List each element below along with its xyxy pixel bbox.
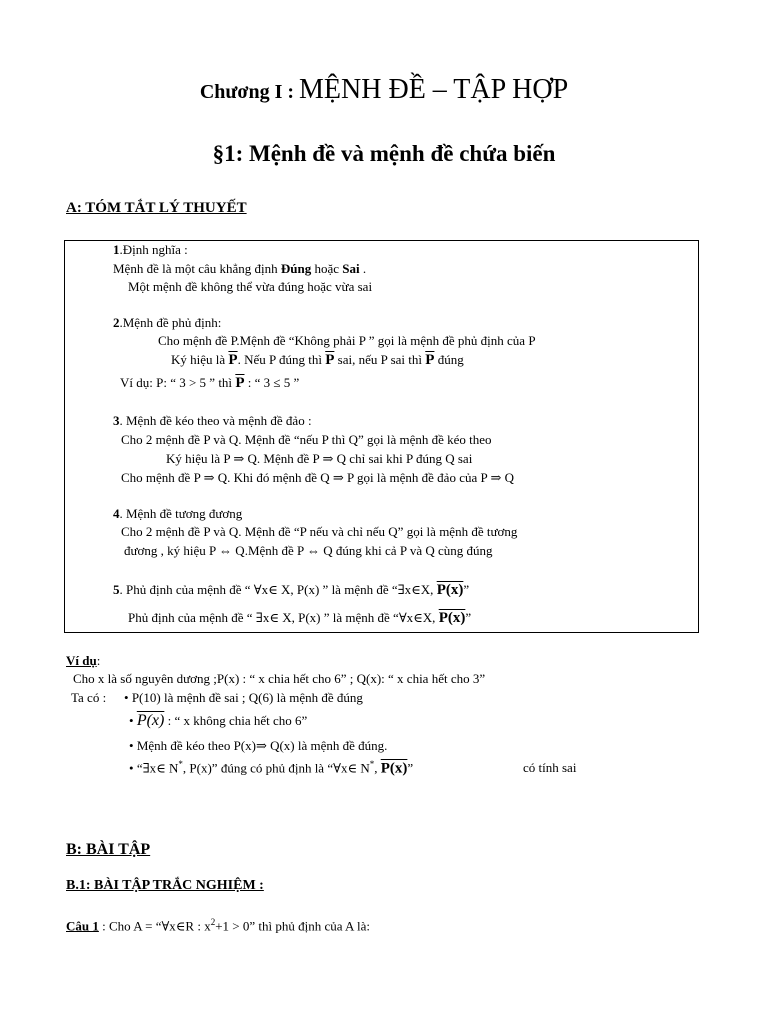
bullet-icon: • bbox=[129, 713, 134, 728]
example-bullet-4 bbox=[129, 759, 413, 777]
text: sai, nếu P sai thì bbox=[334, 352, 426, 367]
chapter-name: MỆNH ĐỀ – TẬP HỢP bbox=[299, 74, 569, 105]
not-p-symbol: $\overline{P}$ bbox=[228, 352, 238, 368]
item-heading: . Mệnh đề tương đương bbox=[119, 506, 243, 521]
example-bullet-2 bbox=[129, 712, 307, 730]
part-b1-heading: B.1: BÀI TẬP TRẮC NGHIỆM : bbox=[66, 878, 264, 893]
theory-line-12 bbox=[113, 506, 242, 522]
not-p-symbol: $\overline{P}$ bbox=[235, 375, 245, 391]
text: hoặc bbox=[311, 261, 343, 276]
question-label: Câu 1 bbox=[66, 918, 99, 934]
theory-line-8 bbox=[113, 413, 312, 429]
text: Ví dụ: P: “ 3 > 5 ” thì bbox=[120, 375, 236, 390]
text: ” bbox=[407, 760, 414, 776]
theory-line-11: Cho mệnh đề P ⇒ Q. Khi đó mệnh đề Q ⇒ P gọi là mệnh đề đảo của P ⇒ Q bbox=[121, 470, 515, 485]
part-b-heading: B: BÀI TẬP bbox=[66, 841, 151, 858]
text: “∃x∈ N bbox=[136, 760, 179, 776]
part-a-heading: A: TÓM TẮT LÝ THUYẾT bbox=[66, 200, 247, 216]
theory-line-6 bbox=[171, 352, 464, 369]
example-title: Ví dụ bbox=[66, 653, 97, 668]
text: . Phủ định của mệnh đề “ ∀x∈ X, P(x) ” là mệnh đề “∃x∈X, bbox=[119, 582, 437, 597]
text: ” bbox=[465, 610, 472, 625]
theory-line-2 bbox=[113, 261, 366, 277]
text: P(10) là mệnh đề sai ; Q(6) là mệnh đề đúng bbox=[131, 690, 363, 705]
bold-true: Đúng bbox=[280, 261, 312, 276]
text: đúng bbox=[434, 352, 464, 367]
text: , P(x)” đúng có phủ định là “∀x∈ N bbox=[182, 760, 370, 776]
item-heading: .Mệnh đề phủ định: bbox=[119, 315, 222, 330]
theory-line-7 bbox=[120, 375, 299, 392]
not-p-symbol: $\overline{P}$ bbox=[325, 352, 335, 368]
text: : “ 3 ≤ 5 ” bbox=[244, 375, 300, 390]
text: , bbox=[374, 760, 381, 776]
bullet-icon: • bbox=[129, 738, 134, 753]
example-bullet-1 bbox=[124, 690, 363, 706]
theory-line-10: Ký hiệu là P ⇒ Q. Mệnh đề P ⇒ Q chỉ sai khi P đúng Q sai bbox=[166, 451, 473, 466]
not-px-symbol: P(x) bbox=[136, 712, 165, 729]
chapter-title bbox=[0, 74, 768, 106]
theory-line-4 bbox=[113, 315, 221, 331]
text: . bbox=[359, 261, 367, 276]
example-intro: Cho x là số nguyên dương ;P(x) : “ x chia hết cho 6” ; Q(x): “ x chia hết cho 3” bbox=[73, 671, 486, 686]
text: : Cho A = “∀x∈R : x bbox=[98, 918, 211, 934]
theory-line-9: Cho 2 mệnh đề P và Q. Mệnh đề “nếu P thì Q” gọi là mệnh đề kéo theo bbox=[121, 432, 492, 447]
text: Mệnh đề kéo theo P(x)⇒ Q(x) là mệnh đề đúng. bbox=[136, 738, 388, 753]
theory-line-14: đương , ký hiệu P ⇔ Q.Mệnh đề P ⇔ Q đúng khi cả P và Q cùng đúng bbox=[124, 543, 493, 558]
item-number: 1 bbox=[113, 242, 120, 257]
chapter-prefix: Chương I : bbox=[199, 81, 300, 103]
not-px-symbol: P(x) bbox=[438, 610, 466, 626]
not-px-symbol: P(x) bbox=[380, 760, 408, 777]
theory-line-5: Cho mệnh đề P.Mệnh đề “Không phải P ” gọi là mệnh đề phủ định của P bbox=[158, 333, 536, 348]
item-number: 3 bbox=[113, 413, 120, 428]
text: . Nếu P đúng thì bbox=[237, 352, 326, 367]
bullet-icon: • bbox=[129, 760, 134, 776]
theory-line-16 bbox=[128, 610, 471, 627]
text: +1 > 0” thì phủ định của A là: bbox=[215, 918, 370, 934]
theory-line-13: Cho 2 mệnh đề P và Q. Mệnh đề “P nếu và chỉ nếu Q” gọi là mệnh đề tương bbox=[121, 524, 518, 539]
item-number: 2 bbox=[113, 315, 120, 330]
bullet-icon: • bbox=[124, 690, 129, 705]
text: Ký hiệu là bbox=[171, 352, 229, 367]
theory-line-3: Một mệnh đề không thể vừa đúng hoặc vừa sai bbox=[128, 279, 373, 294]
example-ta-co: Ta có : bbox=[71, 690, 107, 705]
item-heading: .Định nghĩa : bbox=[119, 242, 188, 257]
theory-line-15 bbox=[113, 582, 469, 599]
item-heading: . Mệnh đề kéo theo và mệnh đề đảo : bbox=[119, 413, 312, 428]
superscript: * bbox=[178, 759, 183, 769]
text: Mệnh đề là một câu khẳng định bbox=[113, 261, 281, 276]
not-px-symbol: P(x) bbox=[436, 582, 464, 598]
text: ” bbox=[463, 582, 470, 597]
not-p-symbol: $\overline{P}$ bbox=[425, 352, 435, 368]
text: : “ x không chia hết cho 6” bbox=[164, 713, 308, 728]
superscript: 2 bbox=[210, 917, 216, 927]
question-1 bbox=[66, 917, 370, 934]
item-number: 5 bbox=[113, 582, 120, 597]
example-note: có tính sai bbox=[523, 760, 577, 775]
superscript: * bbox=[369, 759, 375, 769]
bold-false: Sai bbox=[342, 261, 360, 276]
text: Phủ định của mệnh đề “ ∃x∈ X, P(x) ” là mệnh đề “∀x∈X, bbox=[128, 610, 439, 625]
theory-line-1 bbox=[113, 242, 188, 258]
example-bullet-3 bbox=[129, 738, 387, 754]
section-title: §1: Mệnh đề và mệnh đề chứa biến bbox=[212, 141, 556, 166]
example-label bbox=[66, 653, 100, 669]
item-number: 4 bbox=[113, 506, 120, 521]
text: : bbox=[96, 653, 101, 668]
